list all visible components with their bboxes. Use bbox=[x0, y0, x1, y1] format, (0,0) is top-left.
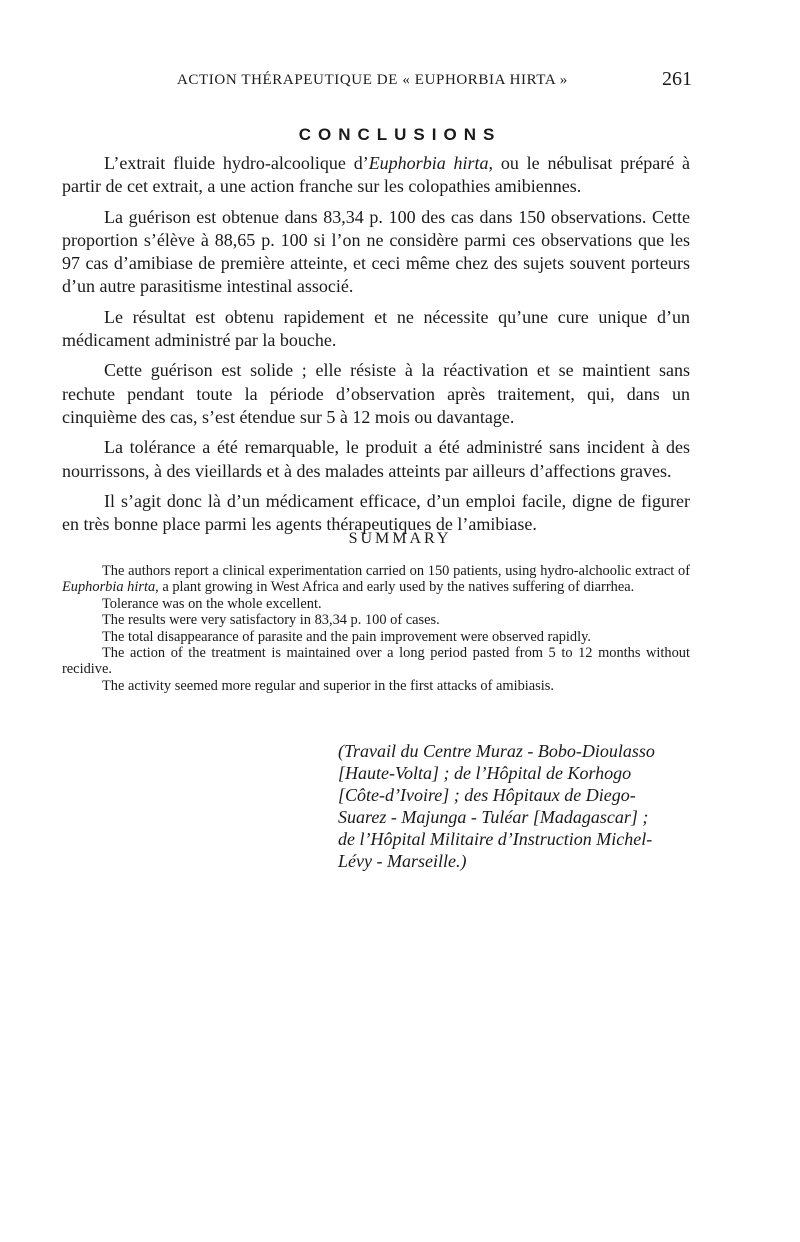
conclusions-paragraph: Le résultat est obtenu rapidement et ne nécessite qu’une cure unique d’un médicament administré par la bouche. bbox=[62, 306, 690, 351]
running-header bbox=[120, 68, 692, 96]
running-title: ACTION THÉRAPEUTIQUE DE « EUPHORBIA HIRTA » bbox=[177, 72, 568, 88]
summary-paragraph: The action of the treatment is maintained over a long period pasted from 5 to 12 months without recidive. bbox=[62, 645, 690, 678]
conclusions-heading: CONCLUSIONS bbox=[298, 125, 502, 144]
text-run: The authors report a clinical experimentation carried on 150 patients, using hydro-alchoolic extract of bbox=[102, 563, 690, 579]
affiliation-note bbox=[338, 740, 698, 872]
conclusions-paragraph: Cette guérison est solide ; elle résiste à la réactivation et se maintient sans rechute pendant toute la période d’observation après traitement, qui, dans un cinquième des cas, s’est étendue sur 5 à 12 mois ou davantage. bbox=[62, 360, 690, 427]
affiliation-line: [Côte-d’Ivoire] ; des Hôpitaux de Diego- bbox=[338, 785, 636, 805]
species-name: Euphorbia hirta bbox=[62, 579, 156, 596]
conclusions-paragraph: La guérison est obtenue dans 83,34 p. 100 des cas dans 150 observations. Cette proportion s’élève à 88,65 p. 100 si l’on ne considère parmi ces observations que les 97 cas d’amibiase de première atteinte, et ceci même chez des sujets souvent porteurs d’un autre parasitisme intestinal associé. bbox=[62, 206, 690, 297]
summary-heading: SUMMARY bbox=[348, 530, 452, 547]
affiliation-line: de l’Hôpital Militaire d’Instruction Michel- bbox=[338, 829, 653, 849]
summary-paragraph: The results were very satisfactory in 83,34 p. 100 of cases. bbox=[102, 612, 440, 629]
affiliation-line: [Haute-Volta] ; de l’Hôpital de Korhogo bbox=[338, 763, 632, 783]
summary-body bbox=[62, 563, 690, 694]
affiliation-line: (Travail du Centre Muraz - Bobo-Dioulasso bbox=[338, 741, 655, 761]
conclusions-body bbox=[62, 152, 690, 543]
affiliation-line: Lévy - Marseille.) bbox=[338, 851, 467, 871]
summary-paragraph: The activity seemed more regular and superior in the first attacks of amibiasis. bbox=[102, 677, 554, 694]
text-run: , a plant growing in West Africa and early used by the natives suffering of diarrhea. bbox=[155, 579, 635, 596]
affiliation-line: Suarez - Majunga - Tuléar [Madagascar] ; bbox=[338, 807, 649, 827]
summary-paragraph: Tolerance was on the whole excellent. bbox=[102, 595, 322, 612]
page-number: 261 bbox=[662, 68, 692, 90]
conclusions-paragraph: La tolérance a été remarquable, le produit a été administré sans incident à des nourrissons, à des vieillards et à des malades atteints par ailleurs d’affections graves. bbox=[62, 437, 690, 481]
summary-paragraph bbox=[62, 563, 690, 596]
conclusions-paragraph bbox=[62, 152, 690, 199]
species-name: Euphorbia hirta bbox=[368, 153, 489, 173]
text-run: , ou le nébulisat préparé à partir de cet extrait, a une action franche sur les colopathies amibiennes. bbox=[62, 153, 690, 197]
summary-paragraph: The total disappearance of parasite and the pain improvement were observed rapidly. bbox=[102, 628, 591, 645]
conclusions-paragraph: Il s’agit donc là d’un médicament efficace, d’un emploi facile, digne de figurer en très bonne place parmi les agents thérapeutiques de l’amibiase. bbox=[62, 490, 690, 535]
text-run: L’extrait fluide hydro-alcoolique d’ bbox=[104, 153, 369, 173]
